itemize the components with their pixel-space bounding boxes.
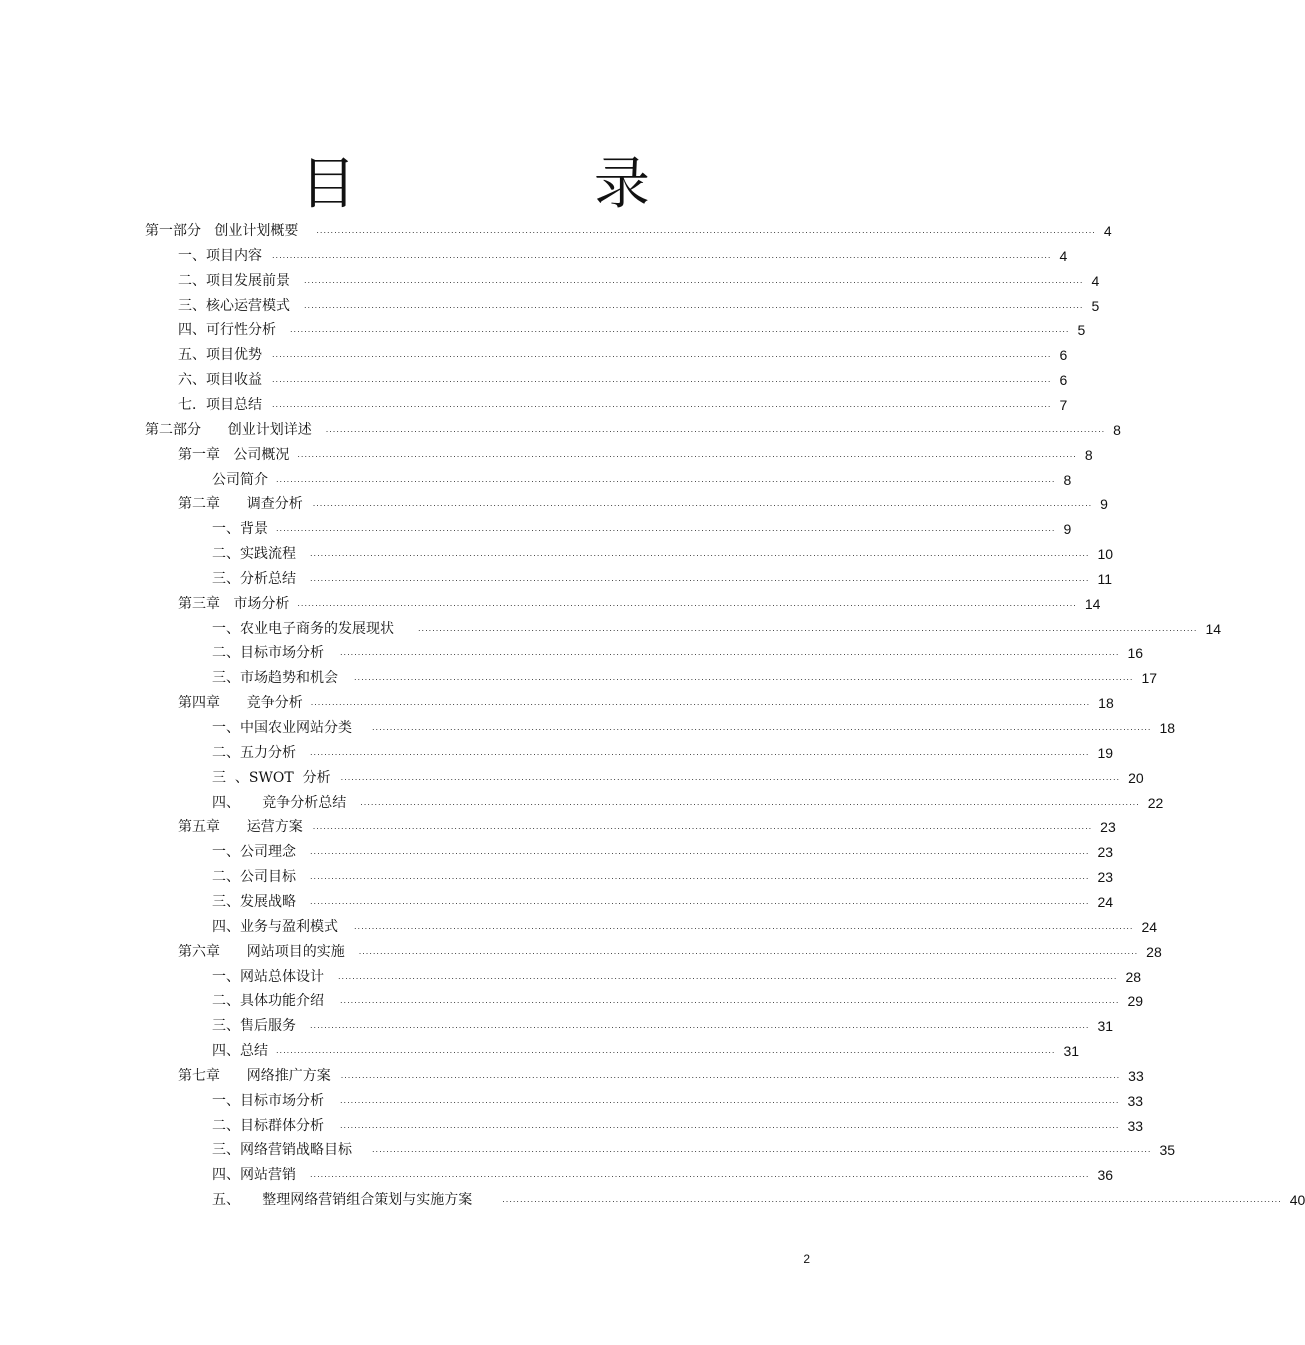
toc-entry-label: 四、总结 (212, 1043, 268, 1060)
toc-dot-leader: ............................................................................................................................................................................................................................ (272, 250, 1052, 260)
toc-dot-leader: ............................................................................................................................................................................................................................ (316, 226, 1096, 235)
toc-entry-label: 一、中国农业网站分类 (212, 720, 352, 736)
toc-entry-label: 第二章 调查分析 (178, 496, 303, 513)
toc-entry-label: 一、网站总体设计 (212, 968, 324, 985)
toc-entry-label: 二、项目发展前景 (178, 272, 290, 289)
toc-entry[interactable] (212, 988, 1144, 1010)
toc-entry[interactable] (212, 467, 1072, 489)
toc-dot-leader: ............................................................................................................................................................................................................................ (340, 1070, 1121, 1080)
toc-entry[interactable] (212, 566, 1112, 588)
toc-entry[interactable] (212, 839, 1114, 861)
toc-entry-page: 18 (1159, 720, 1176, 736)
toc-entry-page: 11 (1097, 570, 1112, 587)
toc-entry-label: 二、目标群体分析 (212, 1117, 324, 1134)
toc-dot-leader: ............................................................................................................................................................................................................................ (372, 723, 1152, 732)
toc-entry-label: 第四章 竞争分析 (178, 695, 303, 712)
toc-entry-page: 9 (1100, 496, 1108, 513)
toc-dot-leader: ............................................................................................................................................................................................................................ (340, 996, 1120, 1006)
toc-entry[interactable] (178, 1063, 1144, 1085)
toc-entry[interactable] (212, 1162, 1114, 1184)
toc-dot-leader: ............................................................................................................................................................................................................................ (276, 474, 1056, 484)
toc-dot-leader: ............................................................................................................................................................................................................................ (304, 275, 1084, 285)
toc-entry-page: 33 (1127, 1117, 1144, 1134)
toc-entry[interactable] (212, 964, 1142, 986)
toc-entry-page: 4 (1091, 272, 1100, 289)
toc-dot-leader: ............................................................................................................................................................................................................................ (310, 896, 1090, 906)
toc-dot-leader: ............................................................................................................................................................................................................................ (272, 350, 1052, 360)
toc-entry[interactable] (212, 1038, 1080, 1060)
toc-entry[interactable] (212, 541, 1114, 563)
toc-entry-page: 7 (1059, 396, 1068, 413)
toc-entry-label: 一、目标市场分析 (212, 1092, 324, 1109)
toc-dot-leader: ............................................................................................................................................................................................................................ (340, 772, 1121, 782)
toc-entry-label: 公司简介 (212, 471, 268, 488)
toc-entry-label: 第一部分 创业计划概要 (145, 223, 299, 239)
toc-entry-page: 20 (1128, 769, 1144, 786)
toc-entry-page: 23 (1100, 819, 1116, 836)
toc-entry-page: 23 (1097, 869, 1114, 886)
toc-dot-leader: ............................................................................................................................................................................................................................ (340, 1120, 1120, 1130)
toc-entry-page: 14 (1084, 595, 1101, 612)
toc-entry-page: 14 (1205, 620, 1222, 637)
toc-entry-label: 二、具体功能介绍 (212, 993, 324, 1010)
toc-entry-page: 23 (1097, 844, 1114, 861)
toc-dot-leader: ............................................................................................................................................................................................................................ (290, 325, 1070, 335)
toc-entry-label: 一、背景 (212, 521, 268, 538)
toc-entry-label: 一、农业电子商务的发展现状 (212, 620, 394, 637)
toc-dot-leader: ............................................................................................................................................................................................................................ (276, 524, 1056, 534)
toc-entry[interactable] (212, 665, 1158, 687)
toc-dot-leader: ............................................................................................................................................................................................................................ (312, 499, 1093, 509)
toc-dot-leader: ............................................................................................................................................................................................................................ (310, 1021, 1090, 1031)
toc-entry[interactable] (178, 442, 1093, 464)
toc-entry-page: 24 (1097, 893, 1114, 910)
toc-entry[interactable] (178, 243, 1068, 265)
toc-entry[interactable] (212, 765, 1144, 787)
toc-entry-page: 36 (1097, 1167, 1114, 1184)
toc-entry[interactable] (212, 616, 1222, 638)
toc-dot-leader: ............................................................................................................................................................................................................................ (340, 1095, 1120, 1105)
toc-entry-label: 三、售后服务 (212, 1018, 296, 1035)
toc-entry-page: 18 (1098, 695, 1114, 712)
toc-entry-label: 二、目标市场分析 (212, 645, 324, 662)
toc-entry-page: 33 (1127, 1092, 1144, 1109)
toc-entry-page: 31 (1063, 1043, 1080, 1060)
toc-entry-page: 28 (1146, 943, 1162, 960)
toc-entry-label: 第二部分 创业计划详述 (145, 421, 312, 438)
toc-entry-page: 5 (1077, 322, 1086, 339)
toc-entry[interactable] (178, 591, 1101, 613)
toc-entry-label: 三、发展战略 (212, 893, 296, 910)
toc-entry-page: 6 (1059, 372, 1068, 389)
toc-entry-page: 17 (1141, 670, 1158, 687)
toc-entry-page: 5 (1091, 297, 1100, 314)
toc-entry-label: 二、实践流程 (212, 546, 296, 563)
toc-dot-leader: ............................................................................................................................................................................................................................ (310, 698, 1091, 708)
toc-dot-leader: ............................................................................................................................................................................................................................ (360, 797, 1140, 807)
toc-entry[interactable] (212, 1187, 1305, 1209)
toc-dot-leader: ............................................................................................................................................................................................................................ (354, 673, 1134, 683)
toc-entry-page: 40 (1289, 1192, 1305, 1209)
toc-entry-label: 第三章 市场分析 (178, 595, 290, 612)
toc-entry[interactable] (212, 1137, 1176, 1159)
page-number: 2 (803, 1252, 810, 1266)
toc-entry[interactable] (212, 1113, 1144, 1135)
toc-entry-label: 三、核心运营模式 (178, 297, 290, 314)
toc-entry-page: 22 (1147, 794, 1164, 811)
toc-entry[interactable] (178, 491, 1108, 513)
toc-entry[interactable] (212, 715, 1176, 737)
toc-entry-page: 19 (1097, 744, 1114, 761)
toc-entry-label: 四、网站营销 (212, 1167, 296, 1184)
toc-entry-page: 28 (1125, 968, 1142, 985)
toc-entry[interactable] (145, 218, 1112, 240)
toc-entry-label: 第一章 公司概况 (178, 446, 290, 463)
toc-dot-leader: ............................................................................................................................................................................................................................ (340, 648, 1120, 658)
toc-entry-page: 16 (1127, 645, 1144, 662)
toc-entry-label: 五、项目优势 (178, 347, 262, 364)
toc-entry[interactable] (178, 690, 1114, 712)
toc-entry[interactable] (212, 864, 1114, 886)
toc-dot-leader: ............................................................................................................................................................................................................................ (310, 747, 1090, 757)
toc-entry-page: 8 (1113, 421, 1121, 438)
toc-dot-leader: ............................................................................................................................................................................................................................ (276, 1046, 1056, 1056)
toc-entry-label: 一、公司理念 (212, 844, 296, 861)
toc-entry-label: 六、项目收益 (178, 372, 262, 389)
toc-entry-label: 三、分析总结 (212, 570, 296, 587)
toc-entry[interactable] (212, 914, 1158, 936)
toc-dot-leader: ............................................................................................................................................................................................................................ (297, 598, 1077, 608)
toc-dot-leader: ............................................................................................................................................................................................................................ (372, 1145, 1152, 1155)
toc-entry-label: 第五章 运营方案 (178, 819, 303, 836)
toc-entry-page: 24 (1141, 918, 1158, 935)
toc-dot-leader: ............................................................................................................................................................................................................................ (325, 424, 1106, 434)
toc-entry-page: 6 (1059, 347, 1068, 364)
toc-title: 目 录 (300, 152, 760, 217)
toc-entry[interactable] (212, 889, 1114, 911)
toc-entry-label: 四、业务与盈利模式 (212, 918, 338, 935)
toc-entry-label: 四、 竞争分析总结 (212, 794, 347, 811)
toc-entry-label: 四、可行性分析 (178, 322, 276, 339)
toc-entry-page: 4 (1103, 223, 1112, 239)
toc-entry-label: 三 、SWOT 分析 (212, 769, 331, 786)
toc-dot-leader: ............................................................................................................................................................................................................................ (502, 1195, 1282, 1205)
toc-entry-label: 一、项目内容 (178, 247, 262, 264)
toc-dot-leader: ............................................................................................................................................................................................................................ (354, 921, 1134, 931)
toc-entry-label: 五、 整理网络营销组合策划与实施方案 (212, 1192, 473, 1209)
toc-dot-leader: ............................................................................................................................................................................................................................ (310, 1170, 1090, 1180)
toc-entry-page: 4 (1059, 247, 1068, 264)
toc-entry-page: 9 (1063, 521, 1072, 538)
toc-entry[interactable] (178, 317, 1086, 339)
toc-dot-leader: ............................................................................................................................................................................................................................ (310, 573, 1090, 583)
toc-dot-leader: ............................................................................................................................................................................................................................ (418, 623, 1198, 633)
toc-entry[interactable] (178, 367, 1068, 389)
toc-entry[interactable] (212, 790, 1164, 812)
toc-entry[interactable] (212, 640, 1144, 662)
toc-entry[interactable] (178, 342, 1068, 364)
toc-dot-leader: ............................................................................................................................................................................................................................ (358, 946, 1139, 956)
toc-entry[interactable] (212, 1013, 1114, 1035)
toc-entry-label: 二、公司目标 (212, 869, 296, 886)
toc-dot-leader: ............................................................................................................................................................................................................................ (272, 399, 1052, 409)
toc-entry-page: 29 (1127, 993, 1144, 1010)
toc-entry[interactable] (178, 268, 1100, 290)
toc-entry-label: 第七章 网络推广方案 (178, 1067, 331, 1084)
toc-dot-leader: ............................................................................................................................................................................................................................ (310, 549, 1090, 559)
toc-entry[interactable] (212, 740, 1114, 762)
toc-entry-page: 8 (1084, 446, 1093, 463)
toc-entry-page: 8 (1063, 471, 1072, 488)
toc-dot-leader: ............................................................................................................................................................................................................................ (338, 971, 1118, 981)
toc-dot-leader: ............................................................................................................................................................................................................................ (304, 300, 1084, 310)
toc-entry-page: 31 (1097, 1018, 1114, 1035)
toc-entry-label: 第六章 网站项目的实施 (178, 943, 345, 960)
toc-entry[interactable] (178, 392, 1068, 414)
toc-dot-leader: ............................................................................................................................................................................................................................ (310, 847, 1090, 857)
toc-entry-page: 35 (1159, 1142, 1176, 1159)
toc-entry-label: 二、五力分析 (212, 744, 296, 761)
toc-dot-leader: ............................................................................................................................................................................................................................ (312, 822, 1093, 832)
toc-entry-label: 七．项目总结 (178, 396, 262, 413)
toc-entry-page: 10 (1097, 546, 1114, 563)
toc-entry[interactable] (178, 293, 1100, 315)
toc-entry[interactable] (212, 516, 1072, 538)
toc-dot-leader: ............................................................................................................................................................................................................................ (272, 375, 1052, 385)
toc-entry[interactable] (145, 417, 1121, 439)
toc-dot-leader: ............................................................................................................................................................................................................................ (310, 872, 1090, 882)
toc-entry-label: 三、网络营销战略目标 (212, 1142, 352, 1159)
toc-dot-leader: ............................................................................................................................................................................................................................ (297, 449, 1077, 459)
toc-entry[interactable] (212, 1088, 1144, 1110)
toc-entry-label: 三、市场趋势和机会 (212, 670, 338, 687)
toc-entry-page: 33 (1128, 1067, 1144, 1084)
toc-entry[interactable] (178, 814, 1116, 836)
toc-entry[interactable] (178, 939, 1162, 961)
